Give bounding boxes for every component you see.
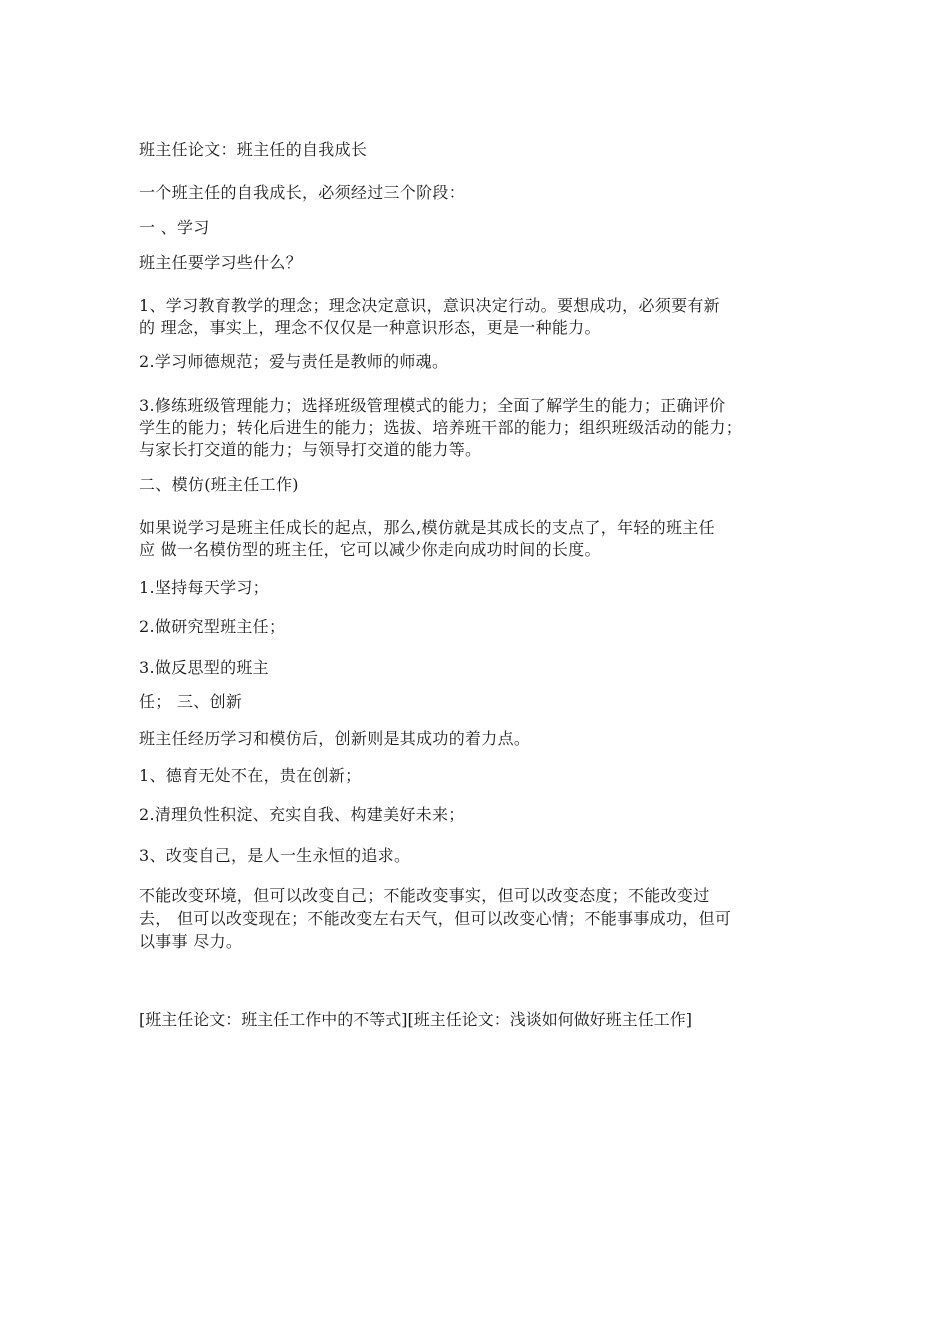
related-links — [139, 1010, 692, 1030]
list-item-text: 与家长打交道的能力；与领导打交道的能力等。 — [139, 440, 482, 459]
list-item-text: 2.做研究型班主任； — [139, 617, 286, 636]
list-item-text: 1、德育无处不在，贵在创新； — [139, 766, 362, 785]
list-item-text: 3.做反思型的班主 — [139, 658, 269, 677]
list-item-text: 2.学习师德规范；爱与责任是教师的师魂。 — [139, 352, 449, 371]
section-question: 班主任要学习些什么？ — [139, 253, 303, 272]
section-heading-learning: 一 、学习 — [139, 218, 210, 237]
list-item-text: 3、改变自己，是人一生永恒的追求。 — [139, 846, 411, 865]
list-item-text: 1.坚持每天学习； — [139, 578, 269, 597]
closing-paragraph: 以事事 尽力。 — [139, 932, 243, 951]
closing-paragraph: 去， 但可以改变现在；不能改变左右天气，但可以改变心情；不能事事成功，但可 — [139, 909, 732, 928]
paragraph-text: 班主任经历学习和模仿后，创新则是其成功的着力点。 — [139, 729, 531, 748]
closing-paragraph: 不能改变环境，但可以改变自己；不能改变事实，但可以改变态度；不能改变过 — [139, 886, 710, 905]
next-article-link[interactable]: [班主任论文：浅谈如何做好班主任工作] — [407, 1010, 692, 1029]
prev-article-link[interactable]: [班主任论文：班主任工作中的不等式] — [139, 1010, 408, 1029]
list-item-text: 的 理念，事实上，理念不仅仅是一种意识形态，更是一种能力。 — [139, 318, 601, 337]
list-item-text: 2.清理负性积淀、充实自我、构建美好未来； — [139, 805, 465, 824]
intro-paragraph: 一个班主任的自我成长，必须经过三个阶段： — [139, 183, 466, 202]
list-item-text: 1、学习教育教学的理念；理念决定意识，意识决定行动。要想成功，必须要有新 — [139, 296, 720, 315]
list-item-text: 学生的能力；转化后进生的能力；选拔、培养班干部的能力；组织班级活动的能力； — [139, 418, 743, 437]
document-title: 班主任论文：班主任的自我成长 — [139, 140, 368, 159]
paragraph-text: 如果说学习是班主任成长的起点，那么,模仿就是其成长的支点了，年轻的班主任 — [139, 518, 715, 537]
list-item-text: 3.修练班级管理能力；选择班级管理模式的能力；全面了解学生的能力；正确评价 — [139, 396, 726, 415]
paragraph-text: 应 做一名模仿型的班主任，它可以减少你走向成功时间的长度。 — [139, 540, 601, 559]
section-heading-innovation: 任； 三、创新 — [139, 692, 243, 711]
section-heading-imitation: 二、模仿(班主任工作) — [139, 475, 299, 494]
